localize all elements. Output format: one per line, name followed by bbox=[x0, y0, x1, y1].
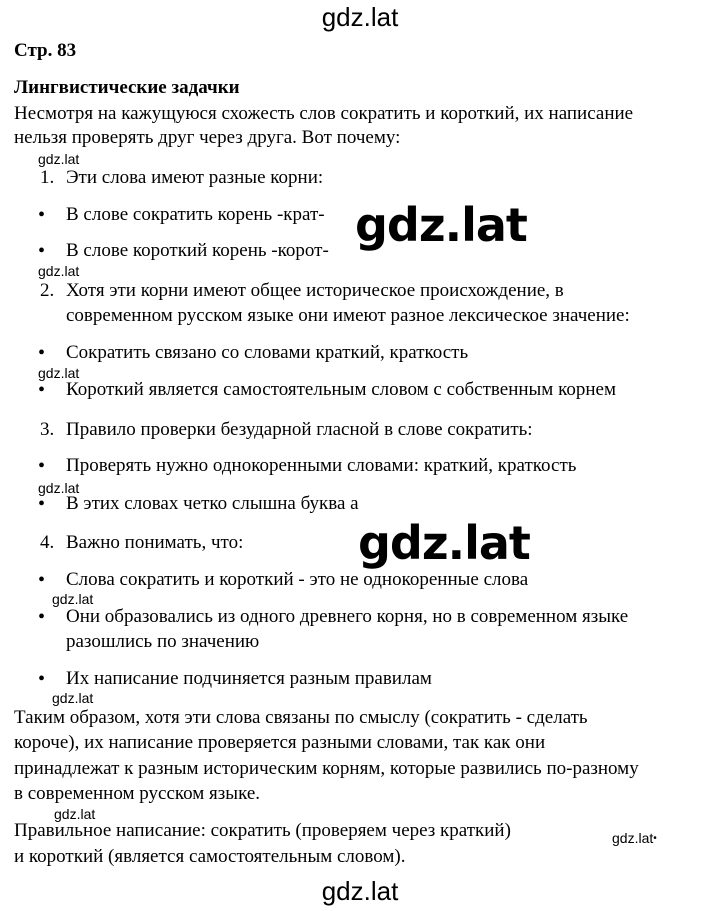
bullet-item: Слова сократить и короткий - это не однокоренные слова bbox=[66, 569, 529, 590]
bullet-item: Они образовались из одного древнего корня, но в современном языке bbox=[66, 606, 629, 627]
conclusion-line: в современном русском языке. bbox=[14, 783, 261, 804]
list-item-text: Важно понимать, что: bbox=[66, 532, 244, 553]
bullet-item: Сократить связано со словами краткий, краткость bbox=[66, 342, 469, 363]
bullet-marker: • bbox=[38, 569, 46, 591]
answer-line: Правильное написание: сократить (проверяем через краткий) bbox=[14, 820, 511, 841]
watermark-large: gdz.lat bbox=[355, 198, 527, 252]
bullet-item: В слове сократить корень -крат- bbox=[66, 204, 325, 225]
bullet-item: разошлись по значению bbox=[66, 631, 260, 652]
watermark-small: gdz.lat• bbox=[612, 830, 657, 846]
bullet-item: Их написание подчиняется разным правилам bbox=[66, 668, 432, 689]
bullet-item: Короткий является самостоятельным словом с собственным корнем bbox=[66, 379, 616, 400]
bullet-marker: • bbox=[38, 455, 46, 477]
watermark-small: gdz.lat bbox=[38, 365, 80, 381]
answer-line: и короткий (является самостоятельным словом). bbox=[14, 846, 406, 867]
page-label: Стр. 83 bbox=[14, 40, 77, 61]
list-item-text: Хотя эти корни имеют общее историческое происхождение, в bbox=[66, 280, 564, 301]
list-number: 3. bbox=[40, 419, 55, 440]
watermark-small: gdz.lat bbox=[54, 806, 96, 822]
list-number: 2. bbox=[40, 280, 55, 301]
bullet-marker: • bbox=[38, 342, 46, 364]
list-item-text: Эти слова имеют разные корни: bbox=[66, 167, 324, 188]
watermark-bottom: gdz.lat bbox=[321, 876, 399, 906]
watermark-small: gdz.lat bbox=[38, 263, 80, 279]
bullet-item: Проверять нужно однокоренными словами: краткий, краткость bbox=[66, 455, 577, 476]
conclusion-line: Таким образом, хотя эти слова связаны по смыслу (сократить - сделать bbox=[14, 707, 588, 728]
intro-line: нельзя проверять друг через друга. Вот почему: bbox=[14, 127, 401, 148]
bullet-marker: • bbox=[38, 668, 46, 690]
watermark-small: gdz.lat bbox=[38, 151, 80, 167]
section-title: Лингвистические задачки bbox=[14, 77, 240, 98]
bullet-marker: • bbox=[38, 204, 46, 226]
bullet-marker: • bbox=[38, 606, 46, 628]
list-number: 1. bbox=[40, 167, 55, 188]
intro-line: Несмотря на кажущуюся схожесть слов сократить и короткий, их написание bbox=[14, 103, 634, 124]
bullet-marker: • bbox=[38, 493, 46, 515]
watermark-small: gdz.lat bbox=[38, 480, 80, 496]
bullet-marker: • bbox=[38, 379, 46, 401]
conclusion-line: принадлежат к разным историческим корням, которые развились по-разному bbox=[14, 758, 639, 779]
watermark-small: gdz.lat bbox=[52, 690, 94, 706]
watermark-top: gdz.lat bbox=[321, 2, 399, 32]
list-item-text: Правило проверки безударной гласной в слове сократить: bbox=[66, 419, 533, 440]
watermark-small: gdz.lat bbox=[52, 591, 94, 607]
conclusion-line: короче), их написание проверяется разными словами, так как они bbox=[14, 732, 546, 753]
list-item-text: современном русском языке они имеют разное лексическое значение: bbox=[66, 305, 630, 326]
bullet-item: В этих словах четко слышна буква а bbox=[66, 493, 359, 514]
list-number: 4. bbox=[40, 532, 55, 553]
bullet-item: В слове короткий корень -корот- bbox=[66, 240, 329, 261]
watermark-large: gdz.lat bbox=[358, 516, 530, 570]
bullet-marker: • bbox=[38, 240, 46, 262]
